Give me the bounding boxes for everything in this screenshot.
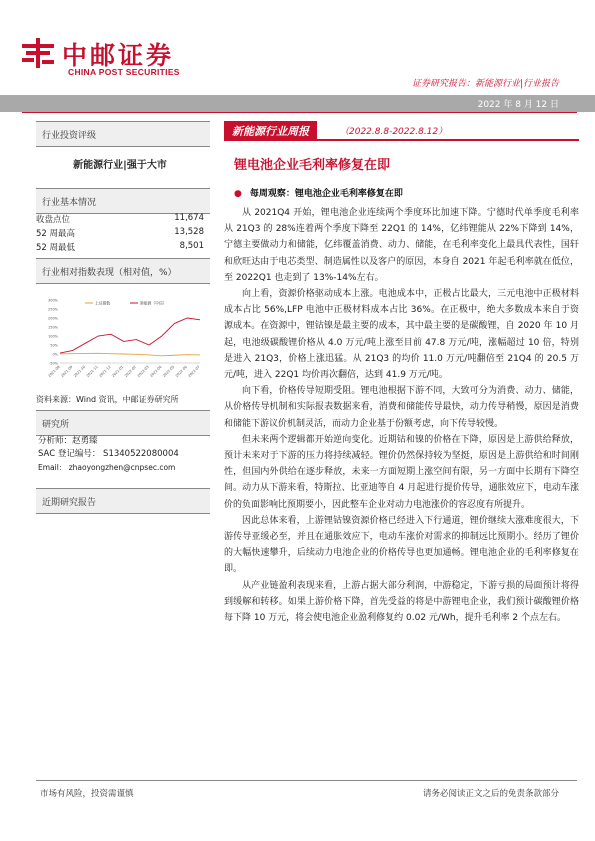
observation-heading: ● 每周观察：锂电池企业毛利率修复在即: [234, 189, 403, 199]
y-tick-label: 300%: [47, 298, 58, 303]
paragraph: 从 2021Q4 开始，锂电池企业连续两个季度环比加速下降。宁德时代单季度毛利率从 21Q3 的 28%连着两个季度下降至 22Q1 的 14%，亿纬锂能从 22%下降到 14%，宁德主要做动力和储能，亿纬覆盖消费、动力、储能，在毛利率变化上最具代表性，国轩和欣旺达由于电芯类型、制造属性以及客户的原因，本身自 2021 年起毛利率就在低位，至 2022Q1 也走到了 13%-14%左右。: [224, 208, 579, 283]
brand-name-cn: 中邮证券: [62, 41, 175, 70]
paragraph: 从产业链盈利表现来看，上游占据大部分利润，中游稳定，下游亏损的局面预计将得到缓解和转移。如果上游价格下降，首先受益的将是中游锂电企业，我们预计碳酸锂价格每下降 10 万元，将会使电池企业盈利修复约 0.02 元/Wh，提升毛利率 2 个点左右。: [224, 580, 579, 624]
y-tick-label: 50%: [50, 343, 58, 348]
analyst-name: 分析师：赵勇臻: [38, 436, 98, 446]
footer-rule: [36, 780, 577, 781]
y-tick-label: 150%: [47, 325, 58, 330]
recent-reports-header: 近期研究报告: [36, 488, 210, 514]
page-title: 锂电池企业毛利率修复在即: [234, 158, 391, 173]
analyst-info: [38, 435, 179, 474]
footer-risk: 市场有风险，投资需谨慎: [40, 789, 134, 799]
series-line-1: [60, 318, 200, 353]
basics-header: 行业基本情况: [36, 188, 210, 214]
y-tick-label: -50%: [48, 361, 58, 366]
chart-source: 资料来源：Wind 资讯，中邮证券研究所: [36, 395, 179, 404]
x-tick-label: 2021-10: [72, 364, 87, 379]
x-tick-label: 2022-05: [162, 364, 176, 379]
rating-value: 新能源行业|强于大市: [73, 160, 167, 171]
basics-row: 收盘点位 11,674: [36, 213, 204, 225]
logo-icon: [22, 38, 54, 68]
brand-name-en: CHINA POST SECURITIES: [68, 67, 180, 77]
series-line-0: [60, 353, 200, 356]
analyst-sac: SAC 登记编号： S1340522080004: [38, 449, 179, 459]
footer-disclaimer: 请务必阅读正文之后的免责条款部分: [422, 789, 559, 799]
report-date: 2022 年 8 月 12 日: [477, 100, 559, 110]
x-tick-label: 2021-12: [98, 364, 112, 379]
paragraph: 因此总体来看，上游锂钴镍资源价格已经进入下行通道，锂价继续大涨难度很大，下游传导亚缓必至，并且在通胀效应下，电动车涨价对需求的抑制远比预期小。经历了锂价的大幅快速攀升，后续动力电池企业的价格传导也更加通畅。锂电池企业的毛利率修复在即。: [224, 515, 579, 575]
weekly-title-bar: [224, 121, 579, 141]
x-tick-label: 2022-03: [136, 364, 150, 379]
x-tick-label: 2022-02: [123, 364, 138, 379]
analyst-email: Email： zhaoyongzhen@cnpsec.com: [38, 463, 176, 472]
x-tick-label: 2022-07: [187, 364, 201, 379]
report-tag: 证券研究报告：新能源行业|行业报告: [411, 79, 559, 89]
legend-label: 新能源（中信）: [140, 300, 167, 306]
x-tick-label: 2021-11: [85, 364, 99, 379]
y-tick-label: 100%: [47, 334, 58, 339]
weekly-badge: 新能源行业周报: [224, 121, 317, 141]
body-text: [224, 205, 579, 626]
legend-label: 上证指数: [95, 300, 111, 306]
y-tick-label: 200%: [47, 316, 58, 321]
rating-header: 行业投资评级: [36, 121, 210, 147]
x-tick-label: 2022-06: [174, 364, 188, 379]
basics-row: 52 周最高 13,528: [36, 227, 204, 239]
basics-row: 52 周最低 8,501: [36, 241, 204, 253]
index-chart: [40, 295, 205, 385]
x-tick-label: 2022-01: [111, 364, 125, 379]
paragraph: 但未来两个逻辑都开始逆向变化。近期钴和镍的价格在下降，原因是上游供给释放，预计未来对于下游的压力将持续减轻。锂价仍然保持较为坚挺，原因是上游供给和时间刚性，但国内外供给在逐步释放，未来一方面短期上涨空间有限，另一方面中长期有下降空间。动力从下游来看，特斯拉、比亚迪等自 4 月起进行提价传导，通胀效应下，电动车涨价的负面影响比预期要小，因此整车企业对动力电池涨价的容忍度有所提升。: [224, 434, 579, 510]
x-tick-label: 2021-08: [47, 364, 61, 379]
weekly-range: （2022.8.8-2022.8.12）: [340, 127, 448, 137]
paragraph: 向上看，资源价格驱动成本上涨。电池成本中，正极占比最大，三元电池中正极材料成本占比 56%,LFP 电池中正极材料成本占比 36%。在正极中，绝大多数成本来自于资源成本。在资源中，锂钴镍是最主要的成本，其中最主要的是碳酸锂，自 2020 年 10 月起，电池级碳酸锂价格从 4.0 万元/吨上涨至目前 47.8 万元/吨，涨幅超过 10 倍，特别是进入 21Q3，价格上涨迅猛。从 21Q3 的均价 11.0 万元/吨翻倍至 21Q4 的 20.5 万元/吨，进入 22Q1 均价再次翻倍，达到 41.9 万元/吨。: [224, 289, 579, 381]
y-tick-label: 250%: [47, 307, 58, 312]
x-tick-label: 2022-04: [149, 364, 163, 379]
paragraph: 向下看，价格传导短期受阻。锂电池根据下游不同，大致可分为消费、动力、储能，从价格传导机制和实际报表数据来看，消费和储能传导最快，动力传导稍慢，原因是消费和储能下游议价机制灵活，而动力企业基于份额考虑，向下传导较慢。: [224, 386, 579, 429]
header-rule: [22, 112, 577, 113]
perf-header: 行业相对指数表现（相对值，%）: [36, 258, 210, 284]
x-tick-label: 2021-09: [60, 364, 74, 379]
analyst-header: 研究所: [36, 410, 210, 436]
y-tick-label: 0%: [52, 352, 58, 357]
